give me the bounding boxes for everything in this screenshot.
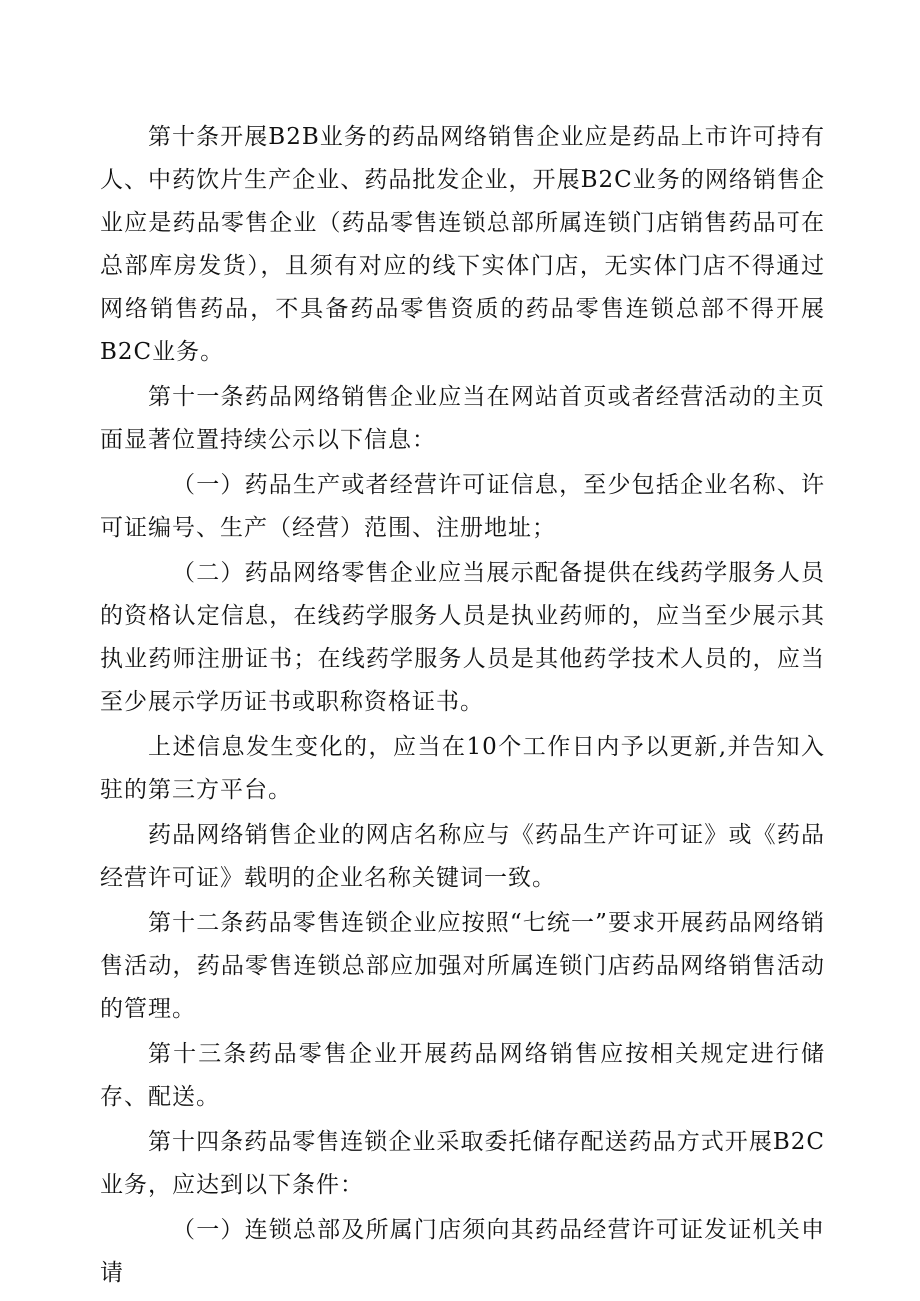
article-12-paragraph: 第十二条药品零售连锁企业应按照“七统一”要求开展药品网络销售活动，药品零售连锁总部应加强对所属连锁门店药品网络销售活动的管理。 (100, 910, 825, 1022)
info-update-paragraph: 上述信息发生变化的，应当在10个工作日内予以更新,并告知入驻的第三方平台。 (100, 734, 825, 803)
shop-name-paragraph: 药品网络销售企业的网店名称应与《药品生产许可证》或《药品经营许可证》载明的企业名称关键词一致。 (100, 822, 825, 891)
document-body (100, 116, 825, 1297)
article-13-paragraph: 第十三条药品零售企业开展药品网络销售应按相关规定进行储存、配送。 (100, 1041, 825, 1110)
article-10-paragraph: 第十条开展B2B业务的药品网络销售企业应是药品上市许可持有人、中药饮片生产企业、药品批发企业，开展B2C业务的网络销售企业应是药品零售企业（药品零售连锁总部所属连锁门店销售药品可在总部库房发货），且须有对应的线下实体门店，无实体门店不得通过网络销售药品，不具备药品零售资质的药品零售连锁总部不得开展B2C业务。 (100, 124, 825, 365)
article-11-item-1: （一）药品生产或者经营许可证信息，至少包括企业名称、许可证编号、生产（经营）范围、注册地址； (100, 472, 825, 541)
article-11-paragraph: 第十一条药品网络销售企业应当在网站首页或者经营活动的主页面显著位置持续公示以下信息： (100, 384, 825, 453)
article-14-item-1: （一）连锁总部及所属门店须向其药品经营许可证发证机关申请 (100, 1217, 825, 1286)
article-14-paragraph: 第十四条药品零售连锁企业采取委托储存配送药品方式开展B2C业务，应达到以下条件： (100, 1129, 825, 1198)
article-11-item-2: （二）药品网络零售企业应当展示配备提供在线药学服务人员的资格认定信息，在线药学服务人员是执业药师的，应当至少展示其执业药师注册证书；在线药学服务人员是其他药学技术人员的，应当至少展示学历证书或职称资格证书。 (100, 560, 825, 715)
